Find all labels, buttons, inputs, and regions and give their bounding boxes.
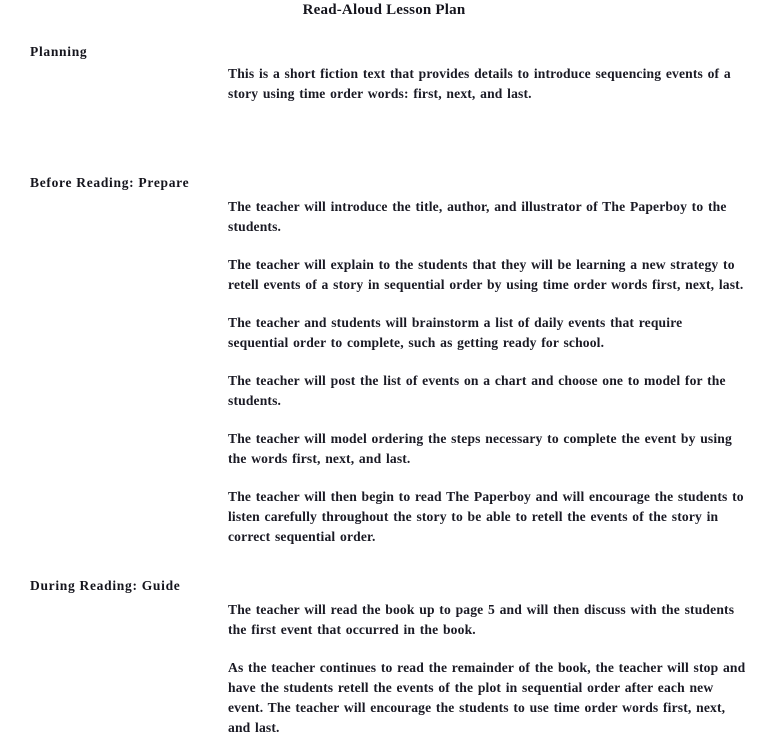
section-heading-before-reading: Before Reading: Prepare <box>30 175 190 190</box>
section-heading-planning: Planning <box>30 44 88 59</box>
paragraph: The teacher will post the list of events on a chart and choose one to model for the students. <box>228 373 726 408</box>
section-body-before-reading <box>228 197 746 547</box>
paragraph: The teacher will then begin to read The Paperboy and will encourage the students to listen carefully throughout the story to be able to retell the events of the story in correct sequential order. <box>228 489 744 544</box>
paragraph: The teacher will model ordering the steps necessary to complete the event by using the words first, next, and last. <box>228 431 732 466</box>
paragraph: The teacher will introduce the title, author, and illustrator of The Paperboy to the students. <box>228 199 727 234</box>
paragraph: The teacher will read the book up to page 5 and will then discuss with the students the first event that occurred in the book. <box>228 602 735 637</box>
paragraph: As the teacher continues to read the remainder of the book, the teacher will stop and have the students retell the events of the plot in sequential order after each new event. The teacher will encourage the students to use time order words first, next, and last. <box>228 660 746 735</box>
section-body-planning <box>228 64 746 104</box>
section-body-during-reading <box>228 600 746 738</box>
section-heading-during-reading: During Reading: Guide <box>30 578 181 593</box>
paragraph: The teacher will explain to the students that they will be learning a new strategy to retell events of a story in sequential order by using time order words first, next, last. <box>228 257 744 292</box>
paragraph: The teacher and students will brainstorm a list of daily events that require sequential order to complete, such as getting ready for school. <box>228 315 683 350</box>
paragraph: This is a short fiction text that provides details to introduce sequencing events of a story using time order words: first, next, and last. <box>228 66 731 101</box>
page-title: Read-Aloud Lesson Plan <box>302 2 466 18</box>
